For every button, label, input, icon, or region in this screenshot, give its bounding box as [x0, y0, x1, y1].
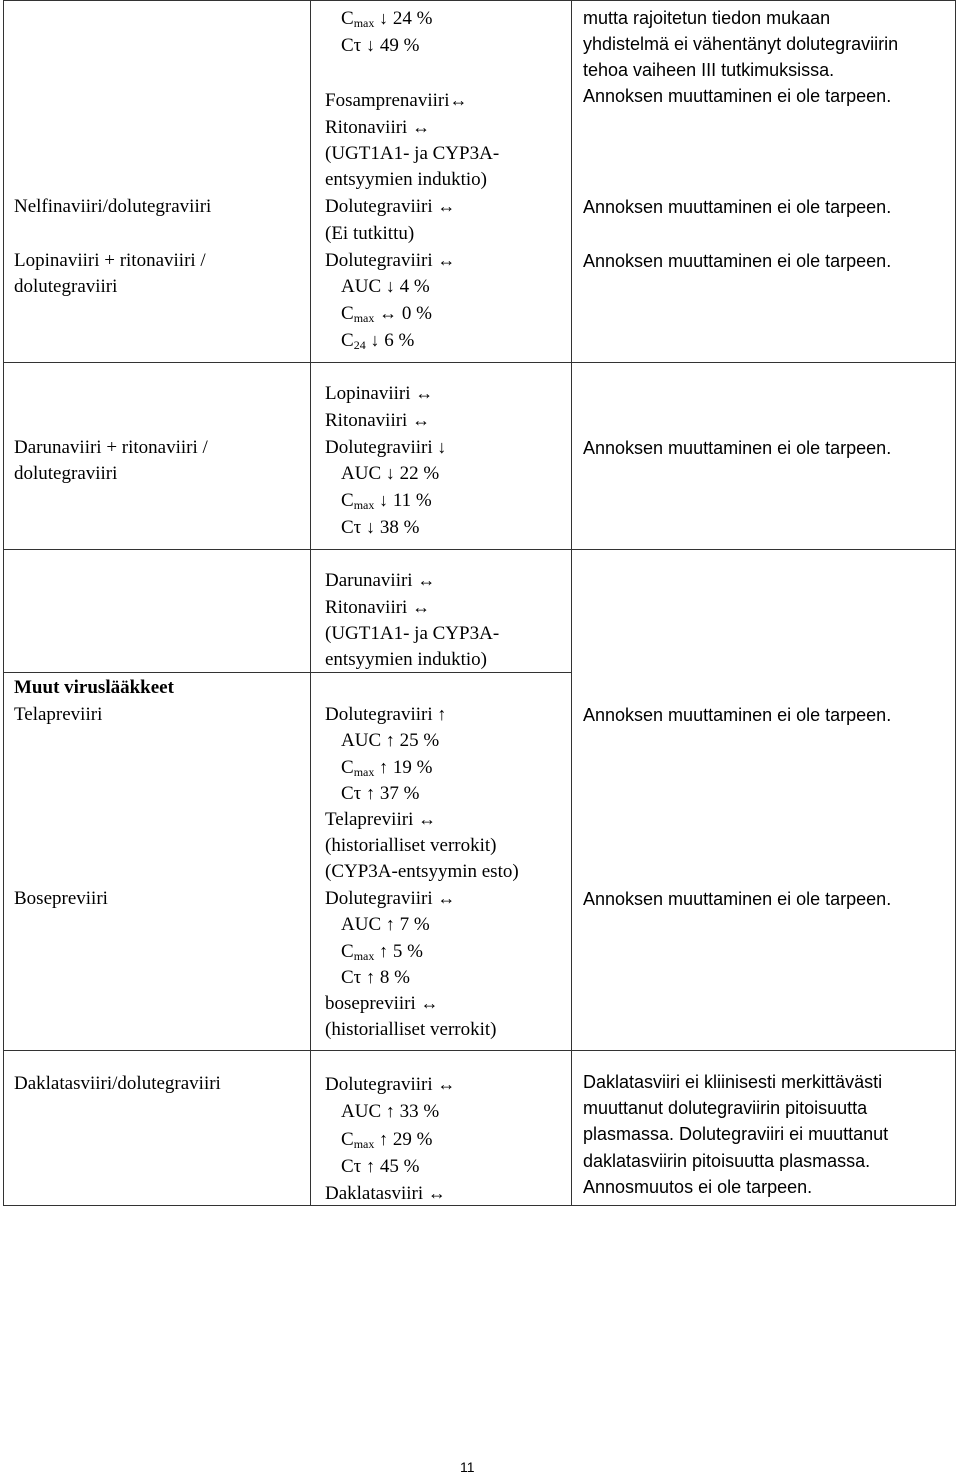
pk-mechanism: entsyymien induktio): [325, 649, 488, 670]
pk-cmax-line: $C_{max}$ ↓ 24 %: [341, 8, 433, 30]
pk-drug-line: Dolutegraviiri ↔: [325, 250, 456, 271]
pk-drug-line: Lopinaviiri ↔: [325, 383, 434, 404]
pk-cmax-line: $C_{max}$ ↑ 29 %: [341, 1129, 433, 1151]
pk-drug-line: Darunaviiri ↔: [325, 570, 436, 591]
pk-drug-line: Telapreviiri ↔: [325, 809, 437, 830]
pk-drug-line: Daklatasviiri ↔: [325, 1183, 446, 1204]
pk-cmax-line: $C_{max}$ ↑ 5 %: [341, 941, 423, 963]
pk-auc-line: AUC ↓ 22 %: [341, 463, 440, 484]
pk-c24-line: $C_{24}$ ↓ 6 %: [341, 330, 415, 352]
pk-mechanism: (UGT1A1- ja CYP3A-: [325, 623, 500, 644]
recommendation-text: Annoksen muuttaminen ei ole tarpeen.: [583, 86, 892, 106]
drug-name: Daklatasviiri/dolutegraviiri: [14, 1073, 221, 1094]
pk-auc-line: AUC ↑ 33 %: [341, 1101, 440, 1122]
pk-drug-line: Dolutegraviiri ↓: [325, 437, 447, 458]
pk-drug-line: Ritonaviiri ↔: [325, 597, 431, 618]
pk-drug-line: Ritonaviiri ↔: [325, 410, 431, 431]
pk-ctau-line: Cτ ↑ 37 %: [341, 783, 420, 804]
column-divider-2: [571, 0, 572, 1206]
pk-drug-line: Dolutegraviiri ↔: [325, 888, 456, 909]
pk-mechanism: (UGT1A1- ja CYP3A-: [325, 143, 500, 164]
recommendation-text: plasmassa. Dolutegraviiri ei muuttanut: [583, 1124, 889, 1144]
pk-drug-line: Ritonaviiri ↔: [325, 117, 431, 138]
pk-cmax-line: $C_{max}$ ↓ 11 %: [341, 490, 432, 512]
recommendation-text: daklatasviirin pitoisuutta plasmassa.: [583, 1151, 871, 1171]
recommendation-text: yhdistelmä ei vähentänyt dolutegraviirin: [583, 34, 899, 54]
pk-mechanism: (CYP3A-entsyymin esto): [325, 861, 519, 882]
pk-drug-line: bosepreviiri ↔: [325, 993, 439, 1014]
pk-drug-line: Dolutegraviiri ↔: [325, 1074, 456, 1095]
pk-note: (historialliset verrokit): [325, 835, 497, 856]
drug-name: dolutegraviiri: [14, 463, 118, 484]
section-heading: Muut viruslääkkeet: [14, 677, 174, 698]
recommendation-text: Annoksen muuttaminen ei ole tarpeen.: [583, 438, 892, 458]
pk-cmax-line: $C_{max}$ ↑ 19 %: [341, 757, 433, 779]
drug-name: Lopinaviiri + ritonaviiri /: [14, 250, 206, 271]
recommendation-text: Annoksen muuttaminen ei ole tarpeen.: [583, 705, 892, 725]
pk-ctau-line: Cτ ↓ 38 %: [341, 517, 420, 538]
pk-mechanism: entsyymien induktio): [325, 169, 488, 190]
row-divider: [3, 362, 956, 363]
pk-ctau-line: Cτ ↓ 49 %: [341, 35, 420, 56]
drug-name: Darunaviiri + ritonaviiri /: [14, 437, 208, 458]
pk-note: (historialliset verrokit): [325, 1019, 497, 1040]
pk-note: (Ei tutkittu): [325, 223, 415, 244]
column-divider-1: [310, 0, 311, 1206]
recommendation-text: Annoksen muuttaminen ei ole tarpeen.: [583, 889, 892, 909]
recommendation-text: Annoksen muuttaminen ei ole tarpeen.: [583, 251, 892, 271]
recommendation-text: mutta rajoitetun tiedon mukaan: [583, 8, 831, 28]
recommendation-text: Annosmuutos ei ole tarpeen.: [583, 1177, 813, 1197]
drug-name: Telapreviiri: [14, 704, 103, 725]
pk-auc-line: AUC ↑ 25 %: [341, 730, 440, 751]
pk-drug-line: Fosamprenaviiri↔: [325, 90, 468, 111]
row-divider: [3, 1050, 956, 1051]
pk-ctau-line: Cτ ↑ 45 %: [341, 1156, 420, 1177]
drug-name: dolutegraviiri: [14, 276, 118, 297]
pk-ctau-line: Cτ ↑ 8 %: [341, 967, 410, 988]
recommendation-text: Daklatasviiri ei kliinisesti merkittävästi: [583, 1072, 883, 1092]
row-divider: [3, 549, 956, 550]
recommendation-text: tehoa vaiheen III tutkimuksissa.: [583, 60, 835, 80]
drug-name: Bosepreviiri: [14, 888, 108, 909]
recommendation-text: Annoksen muuttaminen ei ole tarpeen.: [583, 197, 892, 217]
drug-name: Nelfinaviiri/dolutegraviiri: [14, 196, 212, 217]
pk-auc-line: AUC ↓ 4 %: [341, 276, 430, 297]
pk-drug-line: Dolutegraviiri ↑: [325, 704, 447, 725]
pk-cmax-line: $C_{max}$ ↔ 0 %: [341, 303, 432, 325]
page-number: 11: [460, 1459, 475, 1475]
pk-drug-line: Dolutegraviiri ↔: [325, 196, 456, 217]
recommendation-text: muuttanut dolutegraviirin pitoisuutta: [583, 1098, 868, 1118]
pk-auc-line: AUC ↑ 7 %: [341, 914, 430, 935]
